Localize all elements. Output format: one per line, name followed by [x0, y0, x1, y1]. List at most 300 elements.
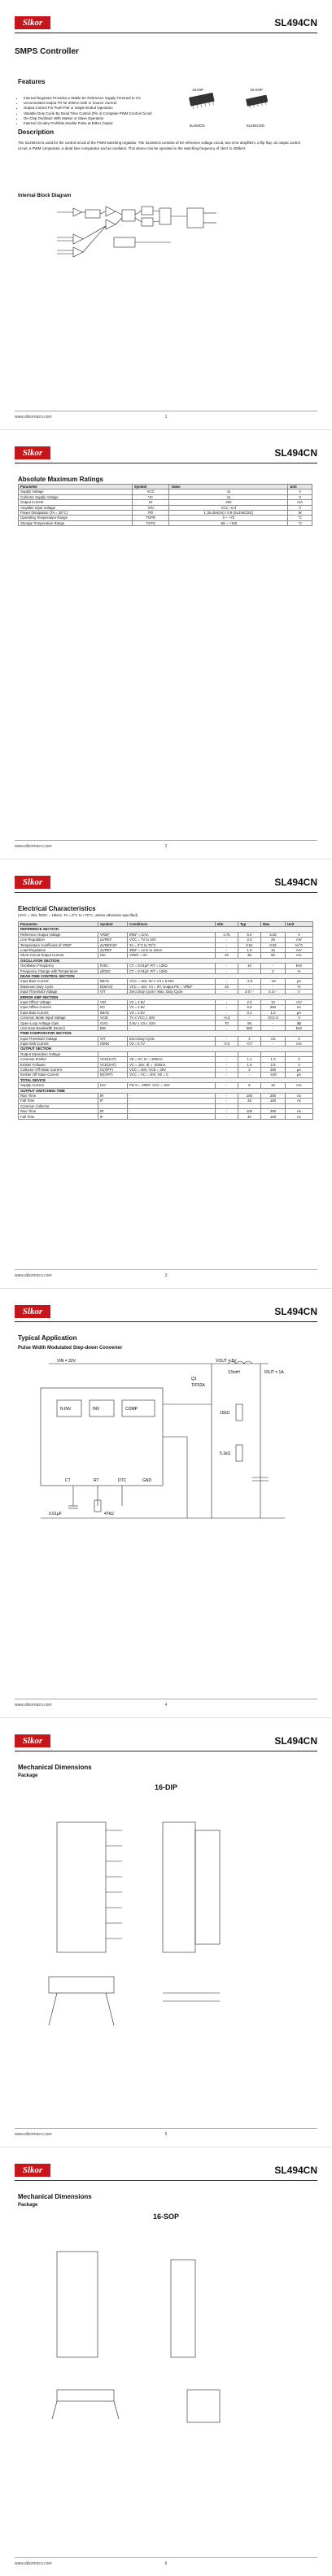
- table-cell: 650: [238, 1025, 261, 1030]
- sop-package-image: [246, 95, 269, 109]
- table-cell: Fall Time: [19, 1099, 98, 1103]
- col-header: Parameter: [19, 922, 98, 927]
- table-cell: 40: [238, 1114, 261, 1119]
- table-cell: -: [238, 1073, 261, 1077]
- section-label: ERROR AMP SECTION: [19, 994, 313, 999]
- table-cell: Collector Off-State Current: [19, 1067, 98, 1072]
- table-cell: CT = 0.01μF, RT = 12kΩ: [128, 968, 216, 973]
- table-cell: Input Offset Current: [19, 1005, 98, 1010]
- table-cell: -: [128, 1109, 216, 1114]
- part-number: SL494CN: [274, 2165, 317, 2176]
- table-cell: -2.0: [238, 979, 261, 984]
- footer-rule: [15, 1269, 317, 1270]
- table-cell: tR: [98, 1093, 128, 1098]
- table-cell: kHz: [286, 1025, 313, 1030]
- table-cell: 2.0: [238, 938, 261, 942]
- description-heading: Description: [18, 128, 55, 136]
- table-cell: ns: [286, 1109, 313, 1114]
- table-cell: 1.0: [238, 947, 261, 952]
- table-cell: Fall Time: [19, 1114, 98, 1119]
- schematic-inductor-label: 3.5mH: [228, 1370, 240, 1375]
- page-number: 4: [164, 1703, 168, 1708]
- page-number: 6: [164, 2561, 168, 2566]
- table-row: [19, 520, 312, 525]
- table-cell: VREF = 0V: [128, 953, 216, 958]
- table-cell: ns: [286, 1114, 313, 1119]
- table-cell: VIO: [98, 999, 128, 1004]
- pkg-label-dip: 16-DIP: [192, 88, 203, 92]
- table-cell: 0.01: [238, 942, 261, 947]
- table-cell: IIO: [98, 1005, 128, 1010]
- schematic-ninv-label: N.INV: [60, 1407, 72, 1412]
- table-cell: Open-Loop Voltage Gain: [19, 1020, 98, 1025]
- table-cell: IE(OFF): [98, 1073, 128, 1077]
- table-cell: 0.5V ≤ V3 ≤ 3.5V: [128, 1020, 216, 1025]
- part-number: SL494CN: [274, 877, 317, 888]
- table-cell: VCC = 7V to 40V: [128, 938, 216, 942]
- table-cell: 41: [169, 490, 288, 494]
- table-cell: 15: [261, 947, 286, 952]
- table-cell: 7V ≤ VCC ≤ 40V: [128, 1016, 216, 1020]
- schematic-rt-label: RT: [94, 1478, 99, 1483]
- table-cell: 5.0: [238, 932, 261, 937]
- col-header: Min: [216, 922, 238, 927]
- table-cell: -: [261, 1025, 286, 1030]
- table-cell: -: [128, 1093, 216, 1098]
- schematic-r1-label: 150Ω: [220, 1411, 230, 1416]
- table-cell: -: [216, 1099, 238, 1103]
- page-5: [0, 1717, 332, 2147]
- table-cell: VIT: [98, 1036, 128, 1041]
- table-cell: -: [261, 1020, 286, 1025]
- table-cell: W: [288, 510, 312, 515]
- page-header: [15, 15, 317, 33]
- footer-url: www.slkormicro.com: [15, 1273, 52, 1278]
- table-cell: 45: [216, 984, 238, 989]
- table-cell: ΔfOSC: [98, 968, 128, 973]
- table-cell: -: [216, 942, 238, 947]
- table-cell: V3 = 2.5V: [128, 1005, 216, 1010]
- table-cell: ISINK: [98, 1041, 128, 1046]
- part-number: SL494CN: [274, 1735, 317, 1747]
- col-header: Unit: [288, 485, 312, 490]
- table-cell: 100: [261, 1099, 286, 1103]
- table-cell: -: [216, 1114, 238, 1119]
- table-cell: -: [216, 979, 238, 984]
- table-cell: mA: [288, 500, 312, 505]
- section-heading: Electrical Characteristics: [18, 905, 96, 912]
- table-cell: Amplifier Input Voltage: [19, 505, 133, 510]
- section-label: PWM COMPARATOR SECTION: [19, 1031, 313, 1036]
- schematic-vin-label: VIN = 32V: [57, 1359, 76, 1364]
- table-cell: -: [216, 1010, 238, 1015]
- table-cell: 100: [261, 1067, 286, 1072]
- table-cell: V3 = 2.5V: [128, 1010, 216, 1015]
- feature-item: • Variable Duty Cycle By Dead Time Control (Pin 4) Complete PWM Control Circuit: [24, 111, 154, 116]
- table-cell: -: [216, 1025, 238, 1030]
- table-cell: ΔVREF/ΔT: [98, 942, 128, 947]
- table-cell: V: [286, 1057, 313, 1062]
- schematic-gnd-label: GND: [142, 1478, 152, 1483]
- block-diagram-heading: Internal Block Diagram: [18, 194, 72, 198]
- page-header: [15, 874, 317, 893]
- abs-max-rows: [19, 490, 312, 526]
- table-cell: VCC = 15V, V4 = 0V, Output Pin = VREF: [128, 984, 216, 989]
- table-cell: 25: [238, 1099, 261, 1103]
- table-cell: ICC: [98, 1083, 128, 1088]
- part-number: SL494CN: [274, 17, 317, 28]
- table-cell: -: [128, 1099, 216, 1103]
- table-cell: 2.5: [261, 1062, 286, 1067]
- table-cell: ns: [286, 1093, 313, 1098]
- schematic-c1-label: 0.01μF: [49, 1512, 62, 1516]
- table-cell: dB: [286, 1020, 313, 1025]
- table-cell: 25: [261, 938, 286, 942]
- table-cell: -: [216, 1109, 238, 1114]
- sop-mechanical-drawing: [33, 2227, 301, 2471]
- table-cell: Operating Temperature Range: [19, 516, 133, 520]
- table-cell: ns: [286, 1099, 313, 1103]
- table-cell: TSTG: [132, 520, 169, 525]
- table-cell: μA: [286, 979, 313, 984]
- col-header: Max: [261, 922, 286, 927]
- table-cell: -: [216, 964, 238, 968]
- page-6: [0, 2147, 332, 2576]
- table-cell: 2: [261, 968, 286, 973]
- table-cell: ISC: [98, 953, 128, 958]
- page-header: [15, 2162, 317, 2181]
- test-conditions: (VCC = 15V, fOSC = 10kHz, TA = 0°C to +70°C, unless otherwise specified): [18, 913, 138, 917]
- table-cell: -: [261, 1041, 286, 1046]
- section-heading: Mechanical Dimensions: [18, 2193, 92, 2200]
- table-cell: Reference Output Voltage: [19, 932, 98, 937]
- package-name: 16-SOP: [152, 2213, 179, 2221]
- table-cell: V: [286, 1062, 313, 1067]
- page-1: [0, 0, 332, 429]
- table-cell: Input Sink Current: [19, 1041, 98, 1046]
- brand-logo: Slkor: [15, 16, 50, 29]
- features-list: [18, 96, 154, 126]
- table-cell: -0.3: [216, 1041, 238, 1046]
- table-cell: 3.3 / -: [261, 990, 286, 994]
- table-cell: Input Bias Current: [19, 979, 98, 984]
- table-cell: 1.3: [261, 1057, 286, 1062]
- table-cell: 4.75: [216, 932, 238, 937]
- col-header: Typ: [238, 922, 261, 927]
- table-cell: -: [238, 968, 261, 973]
- table-cell: %: [286, 968, 313, 973]
- package-illustrations: [181, 93, 286, 122]
- table-cell: °C: [288, 516, 312, 520]
- table-cell: 5.25: [261, 932, 286, 937]
- table-cell: tR: [98, 1109, 128, 1114]
- table-cell: ΔVREF: [98, 947, 128, 952]
- table-cell: Zero Duty Cycle / Max. Duty Cycle: [128, 990, 216, 994]
- section-heading: Mechanical Dimensions: [18, 1764, 92, 1771]
- page-header: [15, 1303, 317, 1322]
- package-name: 16-DIP: [154, 1783, 177, 1791]
- table-cell: 100: [238, 1093, 261, 1098]
- table-cell: 10: [238, 964, 261, 968]
- table-cell: Input Threshold Voltage: [19, 1036, 98, 1041]
- table-cell: Input Threshold Voltage: [19, 990, 98, 994]
- brand-logo: Slkor: [15, 876, 50, 889]
- table-cell: -: [216, 1093, 238, 1098]
- table-cell: Common Emitter: [19, 1057, 98, 1062]
- table-cell: 100: [238, 1109, 261, 1114]
- table-cell: -: [128, 1025, 216, 1030]
- page-number: 5: [164, 2132, 168, 2137]
- table-cell: ΔVREF: [98, 938, 128, 942]
- table-cell: -: [216, 947, 238, 952]
- feature-item: • Uncommitted Output TR for 200mA Sink or Source Current: [24, 101, 154, 106]
- table-cell: Common Collector: [19, 1103, 98, 1108]
- table-cell: VCC = VC = 40V, VE = 0: [128, 1073, 216, 1077]
- section-subheading: Package: [18, 2203, 38, 2208]
- table-cell: IREF = 1mA to 10mA: [128, 947, 216, 952]
- electrical-table: [18, 921, 313, 1120]
- table-cell: -0.7: [238, 1041, 261, 1046]
- table-cell: Power Dissipation (TA = 25°C): [19, 510, 133, 515]
- table-cell: VIN: [132, 505, 169, 510]
- dip-package-image: [189, 93, 215, 110]
- table-cell: VREF: [98, 932, 128, 937]
- table-cell: V3 = 0.7V: [128, 1041, 216, 1046]
- table-cell: Emitter Off-State Current: [19, 1073, 98, 1077]
- section-subheading: Pulse Width Modulated Step-down Converter: [18, 1346, 123, 1351]
- table-cell: μA: [286, 1073, 313, 1077]
- table-cell: VCE(SAT): [98, 1057, 128, 1062]
- table-cell: 50: [261, 953, 286, 958]
- table-cell: nA: [286, 1005, 313, 1010]
- table-cell: TA = 0°C to 70°C: [128, 942, 216, 947]
- page-header: [15, 1733, 317, 1751]
- description-text: The SL494CN is used for the control circuit of the PWM switching regulator. The SL494CN consists of 5V reference voltage circuit, two error amplifiers, a flip flop, an output control circuit, a PWM comparator, a dead time comparator and an oscillator. This device can be operated in the switching frequency of 1kHz to 300kHz.: [18, 141, 300, 150]
- table-cell: 10: [261, 999, 286, 1004]
- schematic-dtc-label: DTC: [118, 1478, 127, 1483]
- table-cell: -10: [261, 979, 286, 984]
- section-label: DEAD-TIME CONTROL SECTION: [19, 973, 313, 978]
- abs-max-table: [18, 484, 312, 526]
- table-cell: Input Offset Voltage: [19, 999, 98, 1004]
- table-cell: Storage Temperature Range: [19, 520, 133, 525]
- table-cell: VE = 0V, IC = 200mA: [128, 1057, 216, 1062]
- pkg-label-sop: 16-SOP: [250, 88, 263, 92]
- table-cell: 1.5: [238, 1062, 261, 1067]
- electrical-rows: [19, 927, 313, 1119]
- table-cell: VCE(SAT): [98, 1062, 128, 1067]
- table-cell: -: [216, 1062, 238, 1067]
- table-cell: μA: [286, 1010, 313, 1015]
- footer-rule: [15, 2128, 317, 2129]
- table-cell: 70: [216, 1020, 238, 1025]
- table-cell: Pin 6 = VREF, VCC = 15V: [128, 1083, 216, 1088]
- page-2: [0, 429, 332, 859]
- col-header: Parameter: [19, 485, 133, 490]
- table-cell: V: [288, 505, 312, 510]
- table-cell: PD: [132, 510, 169, 515]
- table-cell: 10: [216, 953, 238, 958]
- table-cell: mV: [286, 999, 313, 1004]
- table-cell: -: [261, 964, 286, 968]
- table-cell: V: [286, 932, 313, 937]
- schematic-iout-label: IOUT = 1A: [264, 1370, 284, 1375]
- table-cell: -: [216, 999, 238, 1004]
- part-number: SL494CN: [274, 447, 317, 459]
- table-cell: -65 ~ +150: [169, 520, 288, 525]
- brand-logo: Slkor: [15, 1305, 50, 1318]
- table-cell: Frequency Change with Temperature: [19, 968, 98, 973]
- table-cell: -: [216, 1067, 238, 1072]
- page-4: [0, 1288, 332, 1717]
- table-cell: 0.1: [238, 1010, 261, 1015]
- footer-url: www.slkormicro.com: [15, 2132, 52, 2137]
- col-header: Value: [169, 485, 288, 490]
- table-cell: CT = 0.01μF, RT = 12kΩ: [128, 964, 216, 968]
- table-cell: VCM: [98, 1016, 128, 1020]
- table-cell: D(MAX): [98, 984, 128, 989]
- table-cell: BW: [98, 1025, 128, 1030]
- table-cell: 0 ~ +70: [169, 516, 288, 520]
- brand-logo: Slkor: [15, 446, 50, 459]
- table-cell: %/°C: [286, 942, 313, 947]
- table-cell: 10: [261, 1083, 286, 1088]
- table-cell: VCC +0.3: [169, 505, 288, 510]
- col-header: Conditions: [128, 922, 216, 927]
- table-cell: -: [216, 968, 238, 973]
- table-cell: 200: [261, 1093, 286, 1098]
- footer-url: www.slkormicro.com: [15, 844, 52, 849]
- table-cell: -100: [261, 1073, 286, 1077]
- section-label: OUTPUT SECTION: [19, 1046, 313, 1051]
- table-cell: 95: [238, 1020, 261, 1025]
- application-schematic: [24, 1355, 301, 1534]
- table-cell: 1.0: [261, 1010, 286, 1015]
- feature-item: • On-Chip Oscillator With Master or Slave Operation: [24, 116, 154, 121]
- table-cell: mV: [286, 938, 313, 942]
- table-cell: IBIAS: [98, 979, 128, 984]
- section-subheading: Package: [18, 1773, 38, 1778]
- dip-mechanical-drawing: [33, 1798, 301, 2042]
- brand-logo: Slkor: [15, 2164, 50, 2177]
- table-cell: %: [286, 984, 313, 989]
- page-number: 3: [164, 1273, 168, 1278]
- table-cell: 4.5: [261, 1036, 286, 1041]
- table-cell: 250: [169, 500, 288, 505]
- table-cell: Zero Duty Cycle: [128, 1036, 216, 1041]
- table-cell: Short-Circuit Output Current: [19, 953, 98, 958]
- table-cell: -: [128, 1114, 216, 1119]
- table-cell: tF: [98, 1114, 128, 1119]
- table-cell: 3.0 / -: [238, 990, 261, 994]
- page-number: 2: [164, 844, 168, 849]
- table-cell: VIT: [98, 990, 128, 994]
- table-cell: V: [288, 490, 312, 494]
- part-number: SL494CN: [274, 1306, 317, 1317]
- table-cell: VCC = 15V, 0V ≤ V4 ≤ 5.25V: [128, 979, 216, 984]
- table-cell: V: [288, 494, 312, 499]
- table-cell: fOSC: [98, 964, 128, 968]
- table-cell: -: [216, 1073, 238, 1077]
- table-cell: mA: [286, 953, 313, 958]
- table-cell: Common Mode Input Voltage: [19, 1016, 98, 1020]
- table-cell: -: [261, 984, 286, 989]
- table-cell: Temperature Coefficient of VREF: [19, 942, 98, 947]
- table-cell: -0.3: [216, 1016, 238, 1020]
- section-label: OUTPUT SWITCHING TIME: [19, 1088, 313, 1093]
- table-cell: Line Regulation: [19, 938, 98, 942]
- table-cell: 1 (SL494CN) / 0.9 (SL494CDG): [169, 510, 288, 515]
- table-cell: Rise Time: [19, 1109, 98, 1114]
- table-cell: VCC: [132, 490, 169, 494]
- table-cell: Input Bias Current: [19, 1010, 98, 1015]
- table-cell: 2.0: [238, 999, 261, 1004]
- pkg-part-sop: SL494CDG: [246, 124, 265, 128]
- table-cell: Oscillation Frequency: [19, 964, 98, 968]
- section-label: OSCILLATOR SECTION: [19, 958, 313, 963]
- table-cell: 0.03: [261, 942, 286, 947]
- table-cell: Output Saturation Voltage: [19, 1051, 98, 1056]
- schematic-inv-label: INV: [93, 1407, 100, 1412]
- table-cell: VC: [132, 494, 169, 499]
- table-cell: IC(OFF): [98, 1067, 128, 1072]
- table-cell: V: [286, 1036, 313, 1041]
- internal-block-diagram: [57, 203, 220, 260]
- schematic-c2-label: 47kΩ: [104, 1512, 114, 1516]
- table-cell: -: [216, 938, 238, 942]
- table-cell: mV: [286, 947, 313, 952]
- table-cell: 6: [238, 1083, 261, 1088]
- table-cell: mA: [286, 1083, 313, 1088]
- table-cell: VCC-2: [261, 1016, 286, 1020]
- table-cell: Rise Time: [19, 1093, 98, 1098]
- table-cell: 250: [261, 1005, 286, 1010]
- brand-logo: Slkor: [15, 1734, 50, 1747]
- schematic-r2-label: 5.1kΩ: [220, 1451, 231, 1456]
- col-header: Symbol: [132, 485, 169, 490]
- section-heading: Typical Application: [18, 1334, 77, 1342]
- table-cell: -: [238, 1016, 261, 1020]
- table-cell: VCC = 40V, VCE = 40V: [128, 1067, 216, 1072]
- feature-item: • Output Control For Push-Pull or Single-Ended Operation: [24, 106, 154, 111]
- table-cell: -: [238, 984, 261, 989]
- table-cell: Emitter Follower: [19, 1062, 98, 1067]
- table-cell: mA: [286, 1041, 313, 1046]
- table-cell: V: [286, 1016, 313, 1020]
- section-label: TOTAL DEVICE: [19, 1077, 313, 1082]
- footer-url: www.slkormicro.com: [15, 2561, 52, 2566]
- page-title: SMPS Controller: [15, 47, 79, 56]
- page-header: [15, 445, 317, 463]
- section-heading: Absolute Maximum Ratings: [18, 476, 103, 483]
- table-cell: 35: [238, 953, 261, 958]
- pkg-part-dip: SL494CN: [189, 124, 205, 128]
- table-cell: tF: [98, 1099, 128, 1103]
- schematic-tip-label: TIP32A: [191, 1383, 205, 1388]
- table-cell: 41: [169, 494, 288, 499]
- table-cell: IREF = 1mA: [128, 932, 216, 937]
- table-cell: -: [216, 1036, 238, 1041]
- table-cell: Supply Current: [19, 1083, 98, 1088]
- schematic-ct-label: CT: [65, 1478, 71, 1483]
- table-cell: -: [216, 990, 238, 994]
- table-cell: 1.1: [238, 1057, 261, 1062]
- table-cell: IO: [132, 500, 169, 505]
- table-cell: 4: [238, 1036, 261, 1041]
- features-heading: Features: [18, 78, 46, 85]
- footer-rule: [15, 840, 317, 841]
- footer-url: www.slkormicro.com: [15, 415, 52, 420]
